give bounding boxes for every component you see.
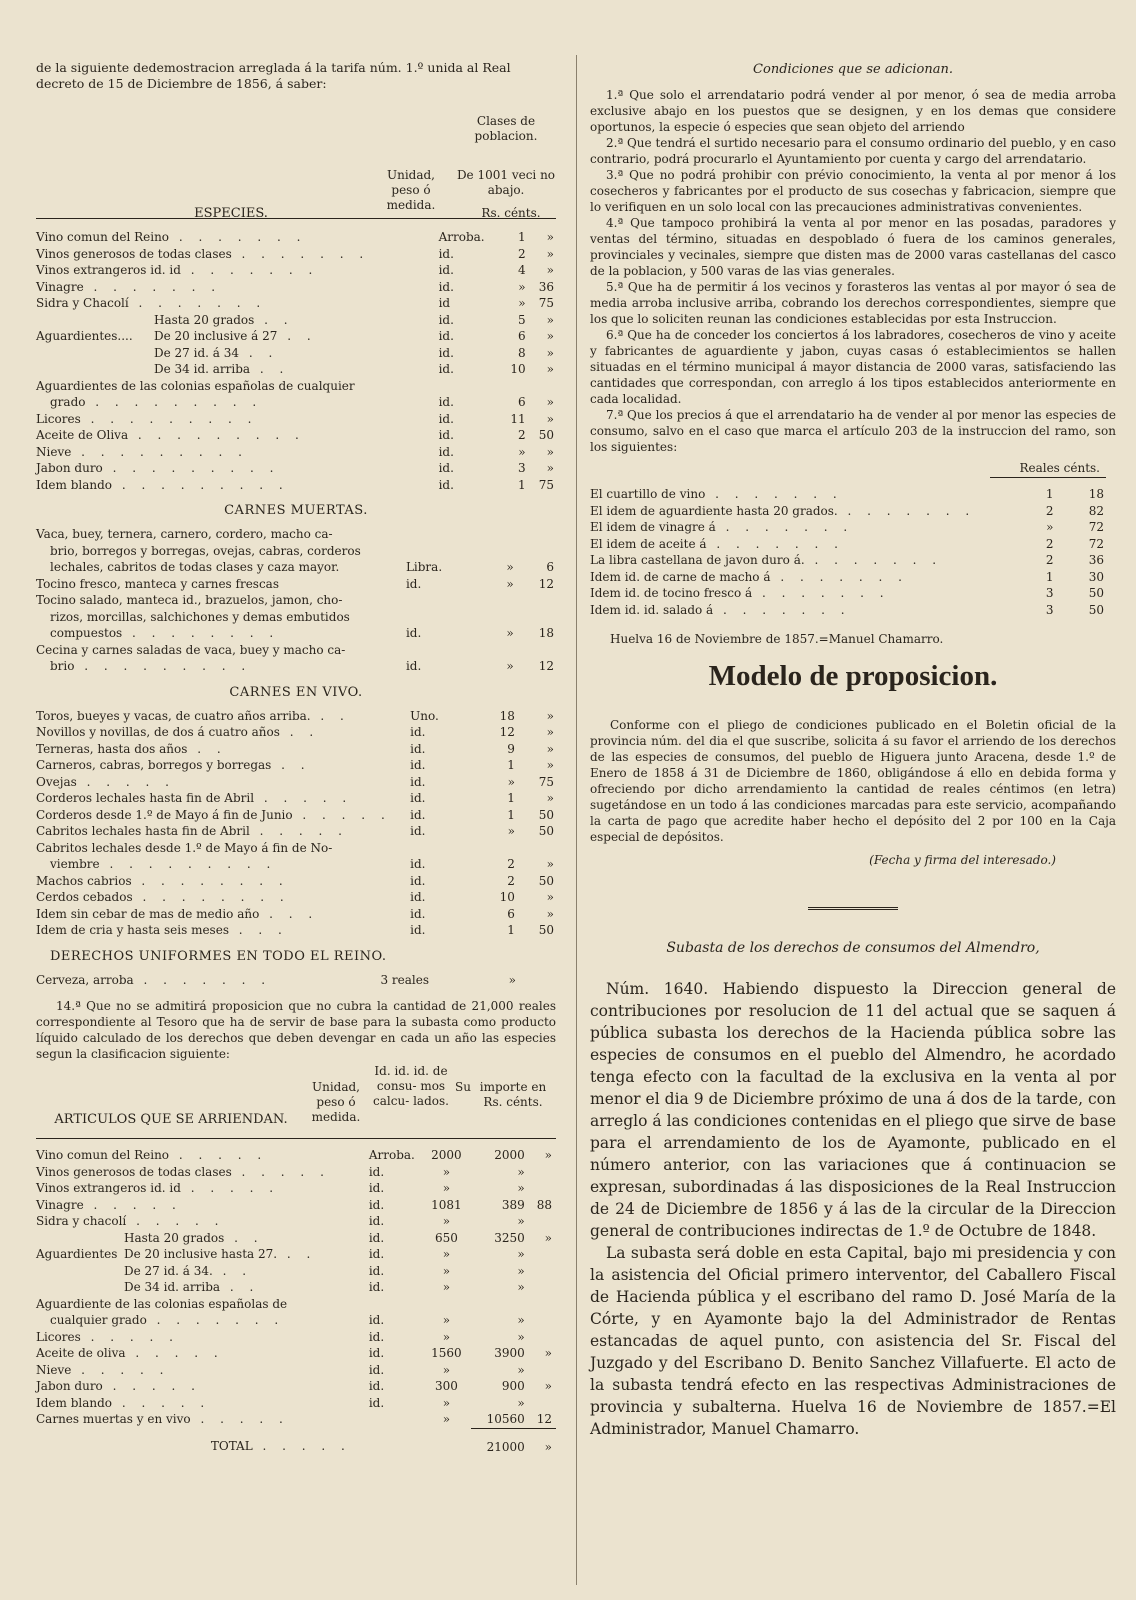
subasta-paragraph-2: La subasta será doble en esta Capital, bajo mi presidencia y con la asistencia del Oficial primero interventor, del Caballero Fiscal de Hacienda pública y el escribano del ramo D. José María de la Córte, y en Ayamonte bajo la del Administrador de Rentas estancadas de aquel punto, con asistencia del Sr. Fiscal del Juzgado y del Escribano D. Benito Sanchez Villafuerte. El acto de la subasta tendrá efecto en las respectivas Administraciones de provincia y subalterna. Huelva 16 de Noviembre de 1857.=El Administrador, Manuel Chamarro. [590,1244,1116,1438]
table-row: El idem de aguardiente hasta 20 grados. . . . . . . . 2 82 [590,503,1104,518]
derechos-title: DERECHOS UNIFORMES EN TODO EL REINO. [50,948,387,964]
table-row: De 27 id. á 34 . . id. 8 » [154,345,554,360]
table-row: compuestos . . . . . . . . id. » 18 [50,626,554,640]
table-row: Aceite de Oliva . . . . . . . . . id. 2 50 [36,428,554,442]
table-row: Licores . . . . . id. » » [36,1329,525,1344]
modelo-text: Conforme con el pliego de condiciones publicado en el Boletin oficial de la provincia núm. del dia el que suscribe, solicita á su favor el arriendo de los derechos de las especies de consumos, del pueblo de Higuera junto Aracena, desde 1.º de Enero de 1858 á 31 de Diciembre de 1860, obligándose á ello en debida forma y ofreciendo por dicho arrendamiento la cantidad de reales céntimos (en letra) sugetándose en un todo á las condiciones marcadas para este servicio, acompañando la carta de pago que acredite haber hecho el depósito del 2 por 100 en la Caja especial de depósitos. [590,718,1116,844]
firma-condiciones: Huelva 16 de Noviembre de 1857.=Manuel Chamarro. [610,632,944,646]
especies-heading: ESPECIES. [194,206,268,221]
table-row: Idem id. de tocino fresco á . . . . . . . 3 50 [590,586,1104,600]
carnes-muertas-title: CARNES MUERTAS. [224,503,368,518]
carnes-vivo-title: CARNES EN VIVO. [229,684,363,700]
table-row: lechales, cabritos de todas clases y caza mayor. Libra. » 6 [50,560,554,574]
table-row: brio, borregos y borregas, ovejas, cabras, corderos [50,543,361,558]
importe-heading: importe en Rs. cénts. [479,1080,547,1109]
table-row: Nieve . . . . . . . . . id. » » [36,444,554,459]
table-row: Vinagre . . . . . id. 1081 389 88 [36,1197,552,1212]
table-row: De 34 id. arriba . . id. » » [124,1280,525,1294]
table-row: Tocino salado, manteca id., brazuelos, jamon, cho- [36,593,343,607]
table-row: Vinagre . . . . . . . id. » 36 [36,279,554,294]
table-row: viembre . . . . . . . . . id. 2 » [50,857,554,871]
consumos-heading: Id. id. id. de consu- mos calcu- lados. [373,1064,449,1108]
section-separator [808,907,898,910]
carnes-muertas-table [36,526,556,675]
table-row: Aguardientes De 20 inclusive hasta 27. . . id. » » [36,1247,525,1261]
clases-heading: Clases de poblacion. [474,114,538,143]
table-row: Tocino fresco, manteca y carnes frescas id. » 12 [36,576,554,591]
precios-rule [990,477,1106,478]
table-row: Vinos generosos de todas clases . . . . . id. » » [36,1164,525,1179]
table-row: Novillos y novillas, de dos á cuatro años . . id. 12 » [36,725,554,739]
fecha-firma: (Fecha y firma del interesado.) [869,853,1056,867]
condicion-1: 1.ª Que solo el arrendatario podrá vender al por menor, ó sea de media arroba exclusive abajo en los puestos que se designen, y en los demas que considere oportunos, la especie ó especies que sean objeto del arriendo [590,88,1116,134]
table-row: brio . . . . . . . . . id. » 12 [50,659,554,673]
condicion-2: 2.ª Que tendrá el surtido necesario para el consumo ordinario del pueblo, y en caso contrario, podrá procurarlo el Ayuntamiento por cuenta y cargo del arrendatario. [590,136,1116,166]
subasta-title: Subasta de los derechos de consumos del Almendro, [666,940,1040,956]
table-row: Jabon duro . . . . . id. 300 900 » [36,1379,552,1393]
tarifa-table [36,229,556,493]
table-row: Cabritos lechales hasta fin de Abril . . . . . id. » 50 [36,824,554,838]
table-row: Vinos generosos de todas clases . . . . . . . id. 2 » [36,246,554,261]
table-row: Hasta 20 grados . . id. 650 3250 » [124,1230,552,1245]
table-row: Idem blando . . . . . . . . . id. 1 75 [36,477,554,492]
total-row: TOTAL . . . . . 21000 » [36,1428,556,1455]
intro-text: de la siguiente dedemostracion arreglada á la tarifa núm. 1.º unida al Real decreto de 15 de Diciembre de 1856, á saber: [36,60,511,91]
unidad-heading: Unidad, peso ó medida. [386,168,436,212]
modelo-title: Modelo de proposicion. [708,660,998,692]
table-row: Idem blando . . . . . id. » » [36,1395,525,1410]
condicion-7: 7.ª Que los precios á que el arrendatario ha de vender al por menor las especies de consumo, salvo en el caso que marca el artículo 203 de la instruccion del ramo, son los siguientes: [590,408,1116,454]
table-row: El idem de vinagre á . . . . . . . » 72 [590,520,1104,534]
table-row: Machos cabrios . . . . . . . . id. 2 50 [36,873,554,888]
table-row: La libra castellana de javon duro á. . . . . . . . 2 36 [590,553,1104,567]
table-row: grado . . . . . . . . . id. 6 » [50,395,554,409]
table-row: Idem id. de carne de macho á . . . . . . . 1 30 [590,569,1104,584]
table-row: Cecina y carnes saladas de vaca, buey y macho ca- [36,642,346,657]
table-row: Aceite de oliva . . . . . id. 1560 3900 » [36,1346,552,1360]
table-row: Vaca, buey, ternera, carnero, cordero, macho ca- [36,527,333,541]
table-row: Vinos extrangeros id. id . . . . . id. » » [36,1181,525,1195]
unidad2-heading: Unidad, peso ó medida. [311,1080,361,1124]
right-column [590,60,1116,1440]
condiciones-list [590,87,1116,455]
table-row: Aguardiente de las colonias españolas de [36,1296,288,1311]
table-row: Jabon duro . . . . . . . . . id. 3 » [36,461,554,475]
table-row: De 34 id. arriba . . id. 10 » [154,362,554,376]
rs-cents-heading: Rs. cénts. [481,206,541,220]
table-row: Idem de cria y hasta seis meses . . . id. 1 50 [36,923,554,937]
table-row: El idem de aceite á . . . . . . . 2 72 [590,536,1104,551]
table-row: cualquier grado . . . . . . . id. » » [50,1313,525,1327]
table-row: Vino comun del Reino . . . . . . . Arroba. 1 » [36,230,554,244]
table-row: Sidra y Chacolí . . . . . . . id » 75 [36,296,554,310]
table-row: Hasta 20 grados . . id. 5 » [154,312,554,327]
header-rule-2 [36,1138,556,1139]
subasta-paragraph-1: Núm. 1640. Habiendo dispuesto la Direccion general de contribuciones por resolucion de 11 del actual que se saquen á pública subasta los derechos de la Hacienda pública sobre las especies de consumos en el pueblo del Almendro, he acordado tenga efecto con la facultad de la exclusiva en la venta al por menor el dia 9 de Diciembre próximo de una á dos de la tarde, con arreglo á las condiciones contenidas en el pliego que sirve de base para el arrendamiento de los de Ayamonte, publicado en el número anterior, con las variaciones que á continuacion se expresan, subordinadas á las disposiciones de la Real Instruccion de 24 de Diciembre de 1856 y á las de la circular de la Direccion general de contribuciones indirectas de 1.º de Octubre de 1848. [590,980,1116,1240]
table-row: Licores . . . . . . . . . id. 11 » [36,411,554,426]
table-row: Terneras, hasta dos años . . id. 9 » [36,741,554,756]
cerveza-table [36,972,556,989]
table-row: Ovejas . . . . . id. » 75 [36,774,554,789]
table-row: Toros, bueyes y vacas, de cuatro años arriba. . . Uno. 18 » [36,708,554,723]
tarifa-header [36,96,556,221]
table-row: Carnes muertas y en vivo . . . . . » 10560 12 [36,1412,552,1426]
table-row: De 27 id. á 34. . . id. » » [124,1263,525,1278]
table-row: Aguardientes de las colonias españolas de cualquier [36,378,355,393]
table-row: Cerdos cebados . . . . . . . . id. 10 » [36,890,554,904]
de1001-heading: De 1001 veci no abajo. [456,168,556,197]
articulos-table [36,1147,556,1455]
precios-table [590,486,1116,618]
table-row: Idem id. id. salado á . . . . . . . 3 50 [590,602,1104,617]
table-row: Vinos extrangeros id. id . . . . . . . id. 4 » [36,263,554,277]
condicion-3: 3.ª Que no podrá prohibir con prévio conocimiento, la venta al por menor á los cosecheros y fabricantes por el producto de sus cosechas y fabricacion, siempre que lo verifiquen en un solo local con las precauciones administrativas convenientes. [590,168,1116,214]
column-divider [576,55,577,1585]
articulos-heading: ARTICULOS QUE SE ARRIENDAN. [54,1112,288,1127]
table-row: Carneros, cabras, borregos y borregas . . id. 1 » [36,758,554,772]
condiciones-title: Condiciones que se adicionan. [753,62,953,77]
su-heading: Su [455,1080,471,1094]
carnes-vivo-table [36,708,556,939]
condicion-5: 5.ª Que ha de permitir á los vecinos y forasteros las ventas al por mayor ó sea de media arroba inclusive arriba, cobrando los derechos correspondientes, siempre que los que lo soliciten reunan las condiciones establecidas por esta Instruccion. [590,280,1116,326]
table-row: El cuartillo de vino . . . . . . . 1 18 [590,487,1104,501]
condicion-6: 6.ª Que ha de conceder los conciertos á los labradores, cosecheros de vino y aceite y fabricantes de aguardiente y jabon, cuyas casas ó establecimientos se hallen situadas en el término municipal á mayor distancia de 2000 varas, satisfaciendo las cantidades que correspondan, con arreglo á los tipos establecidos anteriormente en cada localidad. [590,328,1116,406]
condicion-4: 4.ª Que tampoco prohibirá la venta al por menor en las posadas, paradores y ventas del término, situadas en despoblado ó fuera de los caminos generales, provinciales y vecinales, siempre que disten mas de 2000 varas castellanas del casco de la poblacion, y 500 varas de las vias generales. [590,216,1116,278]
table-row: Corderos desde 1.º de Mayo á fin de Junio . . . . . id. 1 50 [36,807,554,822]
table-row: Sidra y chacolí . . . . . id. » » [36,1214,525,1228]
table-row: Nieve . . . . . id. » » [36,1362,525,1377]
table-row: rizos, morcillas, salchichones y demas embutidos [50,609,350,624]
precios-header: Reales cénts. [1019,461,1100,475]
table-row: Cerveza, arroba . . . . . . . 3 reales » [36,972,516,987]
condicion-14: 14.ª Que no se admitirá proposicion que no cubra la cantidad de 21,000 reales correspondiente al Tesoro que ha de servir de base para la subasta como producto líquido calculado de los derechos que deben devengar en cada un año las especies segun la clasificacion siguiente: [36,999,556,1061]
table-row: Cabritos lechales desde 1.º de Mayo á fin de No- [36,840,333,855]
table-row: Vino comun del Reino . . . . . Arroba. 2000 2000 » [36,1148,552,1162]
table-row: Idem sin cebar de mas de medio año . . . id. 6 » [36,906,554,921]
table-row: Aguardientes.... De 20 inclusive á 27 . . id. 6 » [36,329,554,343]
table-row: Corderos lechales hasta fin de Abril . . . . . id. 1 » [36,791,554,805]
articulos-header [36,1062,556,1136]
left-column [36,60,556,1455]
